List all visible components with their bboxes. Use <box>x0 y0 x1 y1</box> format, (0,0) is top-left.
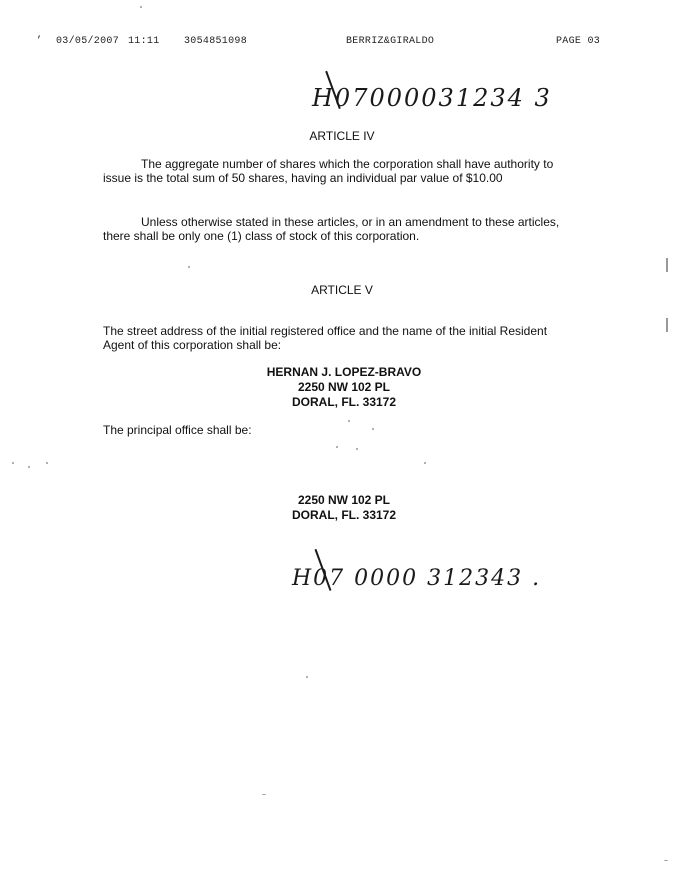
handwritten-document-number-bottom: H07 0000 312343 . <box>292 566 542 591</box>
article-iv-paragraph-class: Unless otherwise stated in these articles, or in an amendment to these articles, there shall be only one (1) class of stock of this corporation. <box>103 215 560 243</box>
principal-street: 2250 NW 102 PL <box>297 493 391 507</box>
fax-header-time: 11:11 <box>128 36 160 47</box>
principal-office-label: The principal office shall be: <box>103 423 252 437</box>
scan-speck <box>140 6 142 8</box>
agent-name: HERNAN J. LOPEZ-BRAVO <box>266 365 422 379</box>
scan-speck <box>666 318 668 332</box>
scan-speck <box>348 420 350 422</box>
fax-header-phone: 3054851098 <box>184 36 248 47</box>
registered-agent-address <box>6 365 676 410</box>
handwritten-document-number-top: H07000031234 3 <box>312 84 552 112</box>
article-iv-paragraph-shares: The aggregate number of shares which the corporation shall have authority to issue is the total sum of 50 shares, having an individual par value of $10.00 <box>103 157 554 185</box>
agent-street: 2250 NW 102 PL <box>297 380 391 394</box>
agent-city: DORAL, FL. 33172 <box>291 395 397 409</box>
article-v-heading: ARTICLE V <box>311 283 373 297</box>
principal-city: DORAL, FL. 33172 <box>291 508 397 522</box>
scan-speck <box>46 462 48 464</box>
scan-speck <box>188 266 190 268</box>
principal-office-address <box>6 493 676 523</box>
scan-speck <box>28 466 30 468</box>
scan-speck <box>372 428 374 430</box>
scan-speck <box>12 462 14 464</box>
scan-speck <box>666 258 668 272</box>
scan-speck <box>262 794 266 795</box>
article-v-intro: The street address of the initial registered office and the name of the initial Resident Agent of this corporation shall be: <box>103 324 548 352</box>
fax-header-mark: ’ <box>36 36 43 47</box>
fax-header-firm: BERRIZ&GIRALDO <box>346 36 435 47</box>
fax-header-date: 03/05/2007 <box>56 36 120 47</box>
fax-header <box>0 36 676 50</box>
article-iv-heading: ARTICLE IV <box>309 129 375 143</box>
scan-speck <box>664 860 668 861</box>
scan-speck <box>336 446 338 448</box>
scan-speck <box>424 462 426 464</box>
scan-speck <box>306 676 308 678</box>
fax-header-page: PAGE 03 <box>556 36 601 47</box>
scan-speck <box>356 448 358 450</box>
